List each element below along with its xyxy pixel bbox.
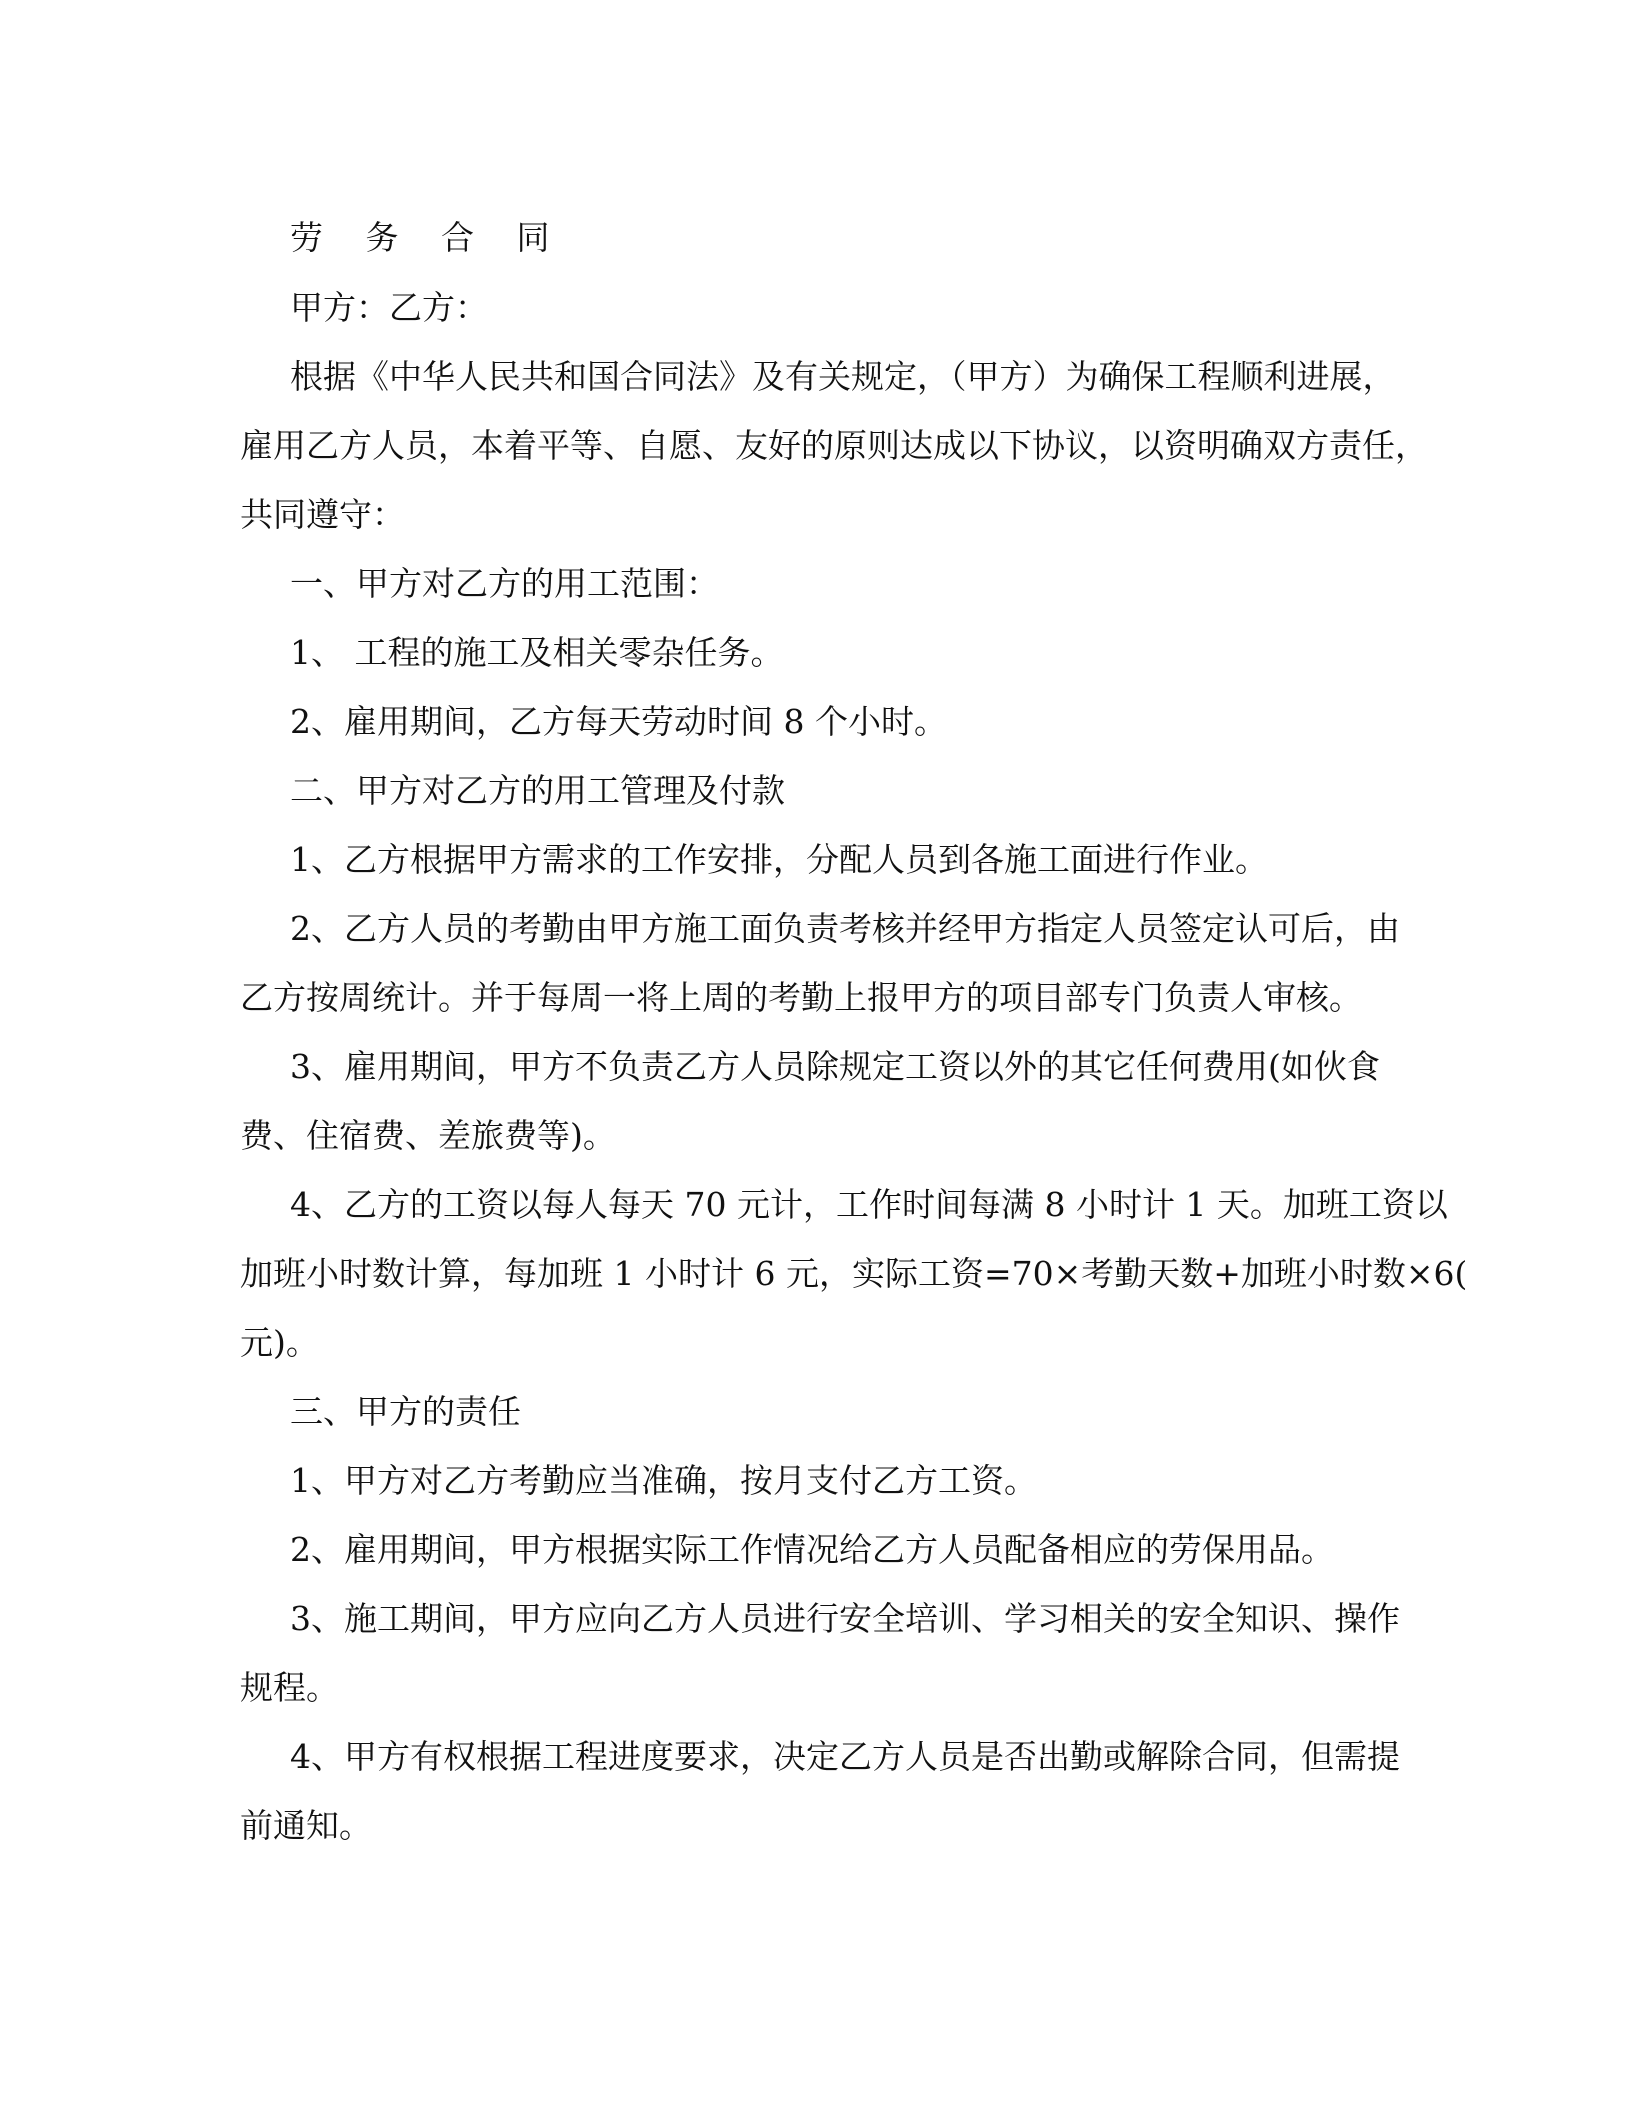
- clause-3-4-line-2: 前通知。: [240, 1806, 372, 1845]
- section-heading-3: 三、甲方的责任: [290, 1392, 521, 1431]
- clause-1-1: 1、 工程的施工及相关零杂任务。: [290, 633, 784, 672]
- parties-line: 甲方：乙方：: [290, 288, 488, 327]
- clause-3-2: 2、雇用期间，甲方根据实际工作情况给乙方人员配备相应的劳保用品。: [290, 1530, 1334, 1569]
- preamble-line-3: 共同遵守：: [240, 495, 405, 534]
- clause-2-2-line-1: 2、乙方人员的考勤由甲方施工面负责考核并经甲方指定人员签定认可后，由: [290, 909, 1400, 948]
- clause-3-3-line-2: 规程。: [240, 1668, 339, 1707]
- clause-2-4-line-3: 元)。: [240, 1323, 319, 1362]
- preamble-line-2: 雇用乙方人员，本着平等、自愿、友好的原则达成以下协议，以资明确双方责任，: [240, 426, 1428, 465]
- contract-title: 劳 务 合 同: [290, 218, 566, 257]
- clause-2-4-line-1: 4、乙方的工资以每人每天 70 元计，工作时间每满 8 小时计 1 天。加班工资以: [290, 1185, 1448, 1224]
- clause-3-1: 1、甲方对乙方考勤应当准确，按月支付乙方工资。: [290, 1461, 1037, 1500]
- clause-2-2-line-2: 乙方按周统计。并于每周一将上周的考勤上报甲方的项目部专门负责人审核。: [240, 978, 1362, 1017]
- clause-3-4-line-1: 4、甲方有权根据工程进度要求，决定乙方人员是否出勤或解除合同，但需提: [290, 1737, 1400, 1776]
- preamble-line-1: 根据《中华人民共和国合同法》及有关规定，（甲方）为确保工程顺利进展，: [290, 357, 1396, 396]
- clause-2-4-line-2: 加班小时数计算，每加班 1 小时计 6 元，实际工资=70×考勤天数+加班小时数×6(: [240, 1254, 1468, 1293]
- clause-1-2: 2、雇用期间，乙方每天劳动时间 8 个小时。: [290, 702, 947, 741]
- clause-3-3-line-1: 3、施工期间，甲方应向乙方人员进行安全培训、学习相关的安全知识、操作: [290, 1599, 1400, 1638]
- section-heading-2: 二、甲方对乙方的用工管理及付款: [290, 771, 785, 810]
- section-heading-1: 一、甲方对乙方的用工范围：: [290, 564, 719, 603]
- clause-2-1: 1、乙方根据甲方需求的工作安排，分配人员到各施工面进行作业。: [290, 840, 1268, 879]
- clause-2-3-line-2: 费、住宿费、差旅费等)。: [240, 1116, 616, 1155]
- clause-2-3-line-1: 3、雇用期间，甲方不负责乙方人员除规定工资以外的其它任何费用(如伙食: [290, 1047, 1380, 1086]
